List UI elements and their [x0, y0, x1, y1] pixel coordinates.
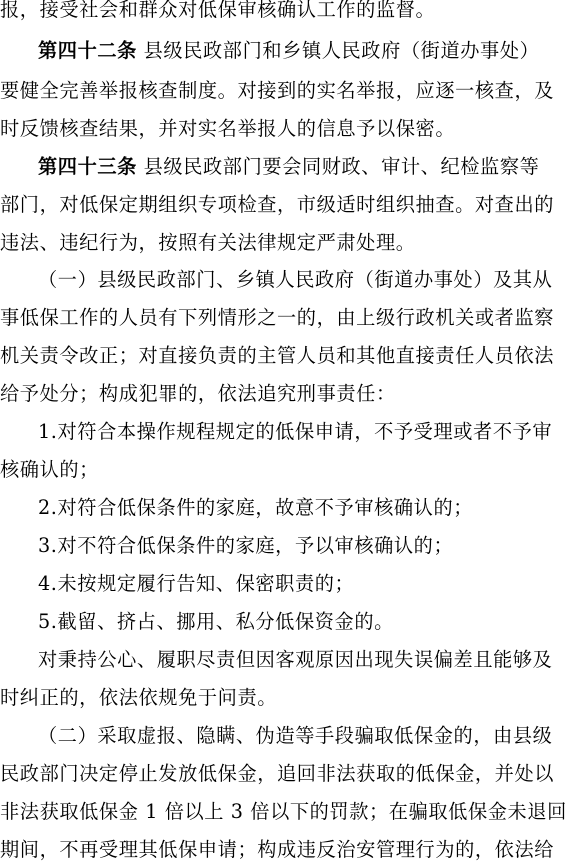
list-item: 1.对符合本操作规程规定的低保申请，不予受理或者不予审: [38, 420, 553, 443]
list-item: 2.对符合低保条件的家庭，故意不予审核确认的；: [38, 496, 474, 519]
article-43-first-line: [38, 149, 574, 185]
list-item: 4.未按规定履行告知、保密职责的；: [38, 572, 355, 595]
text-span: 县级民政部门和乡镇人民政府（街道办事处）: [143, 39, 540, 62]
text-line: 违法、违纪行为，按照有关法律规定严肃处理。: [0, 231, 416, 254]
article-heading: 第四十二条: [38, 39, 137, 62]
text-line: 核确认的；: [0, 458, 99, 481]
text-line: 对秉持公心、履职尽责但因客观原因出现失误偏差且能够及: [38, 648, 553, 671]
text-line: 时纠正的，依法依规免于问责。: [0, 686, 278, 709]
text-line: 时反馈核查结果，并对实名举报人的信息予以保密。: [0, 117, 456, 140]
text-line: 要健全完善举报核查制度。对接到的实名举报，应逐一核查，及: [0, 79, 555, 102]
text-line: 民政部门决定停止发放低保金，追回非法获取的低保金，并处以: [0, 762, 555, 785]
text-line: 部门，对低保定期组织专项检查，市级适时组织抽查。对查出的: [0, 193, 555, 216]
article-heading: 第四十三条: [38, 155, 137, 178]
text-line: 非法获取低保金 1 倍以上 3 倍以下的罚款；在骗取低保金未退回: [0, 800, 567, 823]
text-line: 报，接受社会和群众对低保审核确认工作的监督。: [0, 0, 436, 21]
text-line: （一）县级民政部门、乡镇人民政府（街道办事处）及其从: [38, 268, 553, 291]
article-42-first-line: [38, 33, 574, 69]
list-item: 3.对不符合低保条件的家庭，予以审核确认的；: [38, 534, 454, 557]
text-line: 事低保工作的人员有下列情形之一的，由上级行政机关或者监察: [0, 306, 555, 329]
text-line: （二）采取虚报、隐瞒、伪造等手段骗取低保金的，由县级: [38, 724, 553, 747]
text-line: 机关责令改正；对直接负责的主管人员和其他直接责任人员依法: [0, 344, 555, 367]
text-line: 期间，不再受理其低保申请；构成违反治安管理行为的，依法给: [0, 838, 555, 861]
text-span: 县级民政部门要会同财政、审计、纪检监察等: [143, 155, 540, 178]
text-line: 给予处分；构成犯罪的，依法追究刑事责任：: [0, 382, 396, 405]
list-item: 5.截留、挤占、挪用、私分低保资金的。: [38, 610, 394, 633]
